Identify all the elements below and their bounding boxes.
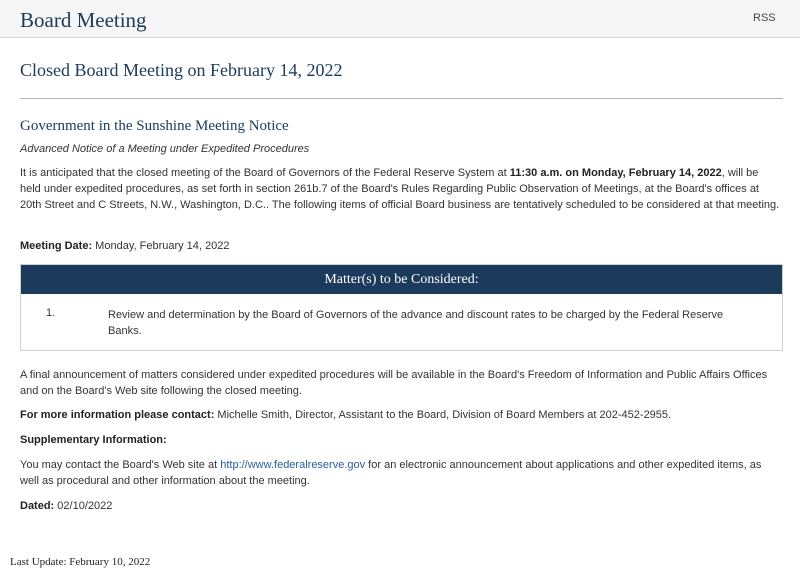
contact-info [20, 407, 782, 423]
supplementary-text-1: You may contact the Board's Web site at [20, 459, 221, 471]
matter-text: Review and determination by the Board of Governors of the advance and discount rates to be charged by the Federal Reserve Banks. [108, 309, 724, 337]
intro-text-2: , will be held under expedited procedures, as set forth in section 261b.7 of the Board's Rules Regarding Public Observation of Meetings, at the Board's offices at 20th Street and C Streets, N.W., Washington, D.C.. The following items of official Board business are tentatively scheduled to be considered at that meeting. [20, 167, 780, 211]
rss-link[interactable]: RSS [753, 12, 776, 24]
meeting-date-label: Meeting Date: [20, 240, 93, 252]
contact-label: For more information please contact: [20, 409, 215, 421]
supplementary-text-2: for an electronic announcement about applications and other expedited items, as well as procedural and other information about the meeting. [20, 459, 762, 487]
matters-header: Matter(s) to be Considered: [21, 265, 782, 294]
supplementary-label-text: Supplementary Information: [20, 434, 167, 446]
meeting-date [20, 238, 782, 254]
dated [20, 498, 782, 514]
title-divider [20, 98, 783, 99]
matter-number: 1. [46, 307, 56, 319]
site-header [0, 0, 800, 38]
supplementary-label [20, 432, 782, 448]
section-title: Government in the Sunshine Meeting Notice [20, 118, 289, 134]
matters-table [20, 264, 783, 351]
supplementary-paragraph [20, 457, 782, 489]
header-title: Board Meeting [20, 8, 147, 32]
contact-value: Michelle Smith, Director, Assistant to the Board, Division of Board Members at 202-452-2955. [214, 409, 672, 421]
dated-label: Dated: [20, 500, 55, 512]
section-subtitle: Advanced Notice of a Meeting under Expedited Procedures [20, 143, 310, 155]
federal-reserve-link[interactable]: http://www.federalreserve.gov [220, 459, 366, 471]
intro-paragraph [20, 165, 782, 213]
meeting-date-value: Monday, February 14, 2022 [92, 240, 230, 252]
dated-value: 02/10/2022 [54, 500, 113, 512]
intro-text-1: It is anticipated that the closed meeting of the Board of Governors of the Federal Reserve System at [20, 167, 510, 179]
intro-time-bold: 11:30 a.m. on Monday, February 14, 2022 [509, 167, 722, 179]
last-update: Last Update: February 10, 2022 [10, 556, 151, 568]
final-announcement: A final announcement of matters considered under expedited procedures will be available in the Board's Freedom of Information and Public Affairs Offices and on the Board's Web site following the closed meeting. [20, 369, 768, 397]
page-title: Closed Board Meeting on February 14, 2022 [20, 60, 343, 80]
